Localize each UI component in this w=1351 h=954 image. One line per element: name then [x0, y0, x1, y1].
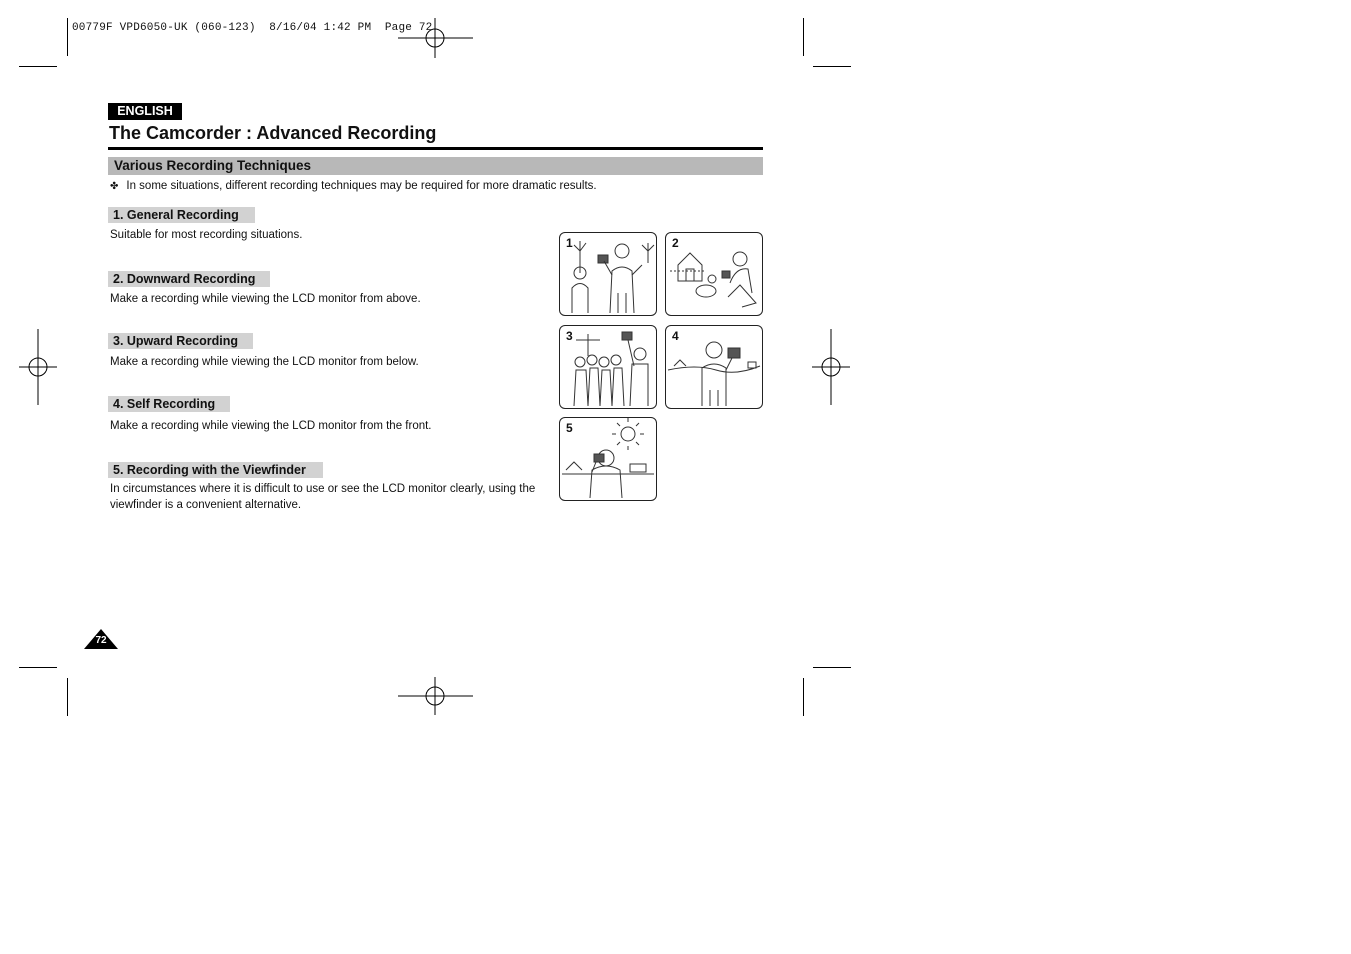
page-number-badge	[84, 629, 118, 649]
illustration-number: 1	[566, 236, 573, 250]
intro-text: In some situations, different recording techniques may be required for more dramatic results.	[126, 180, 597, 192]
illustration-general-recording	[559, 232, 657, 316]
illustration-number: 3	[566, 329, 573, 343]
technique-desc-upward: Make a recording while viewing the LCD monitor from below.	[110, 356, 419, 368]
illustration-self-recording	[665, 325, 763, 409]
technique-desc-viewfinder: In circumstances where it is difficult to use or see the LCD monitor clearly, using the viewfinder is a convenient alternative.	[110, 483, 536, 511]
illustration-number: 5	[566, 421, 573, 435]
person-landscape-icon	[666, 326, 762, 408]
section-title: Various Recording Techniques	[114, 158, 312, 173]
technique-heading-general: 1. General Recording	[108, 207, 255, 223]
technique-desc-general: Suitable for most recording situations.	[110, 229, 303, 241]
illustration-number: 2	[672, 236, 679, 250]
person-filming-icon	[560, 233, 656, 315]
crowd-raised-camera-icon	[560, 326, 656, 408]
person-sun-viewfinder-icon	[560, 418, 656, 500]
print-slug: 00779F VPD6050-UK (060-123) 8/16/04 1:42 PM Page 72	[72, 22, 433, 34]
illustration-downward-recording	[665, 232, 763, 316]
technique-heading-viewfinder: 5. Recording with the Viewfinder	[108, 462, 323, 478]
technique-heading-upward: 3. Upward Recording	[108, 333, 253, 349]
technique-desc-downward: Make a recording while viewing the LCD monitor from above.	[110, 293, 421, 305]
technique-desc-self: Make a recording while viewing the LCD monitor from the front.	[110, 420, 432, 432]
page-number: 72	[95, 635, 107, 646]
bullet-icon: ✤	[110, 181, 119, 192]
illustration-viewfinder-recording	[559, 417, 657, 501]
title-rule	[108, 147, 763, 150]
intro-paragraph	[110, 180, 597, 192]
illustration-upward-recording	[559, 325, 657, 409]
person-crouching-icon	[666, 233, 762, 315]
page-title: The Camcorder : Advanced Recording	[109, 123, 437, 143]
technique-heading-self: 4. Self Recording	[108, 396, 230, 412]
technique-heading-downward: 2. Downward Recording	[108, 271, 270, 287]
language-badge: ENGLISH	[108, 103, 182, 120]
section-header-bar	[108, 157, 763, 175]
illustration-number: 4	[672, 329, 679, 343]
